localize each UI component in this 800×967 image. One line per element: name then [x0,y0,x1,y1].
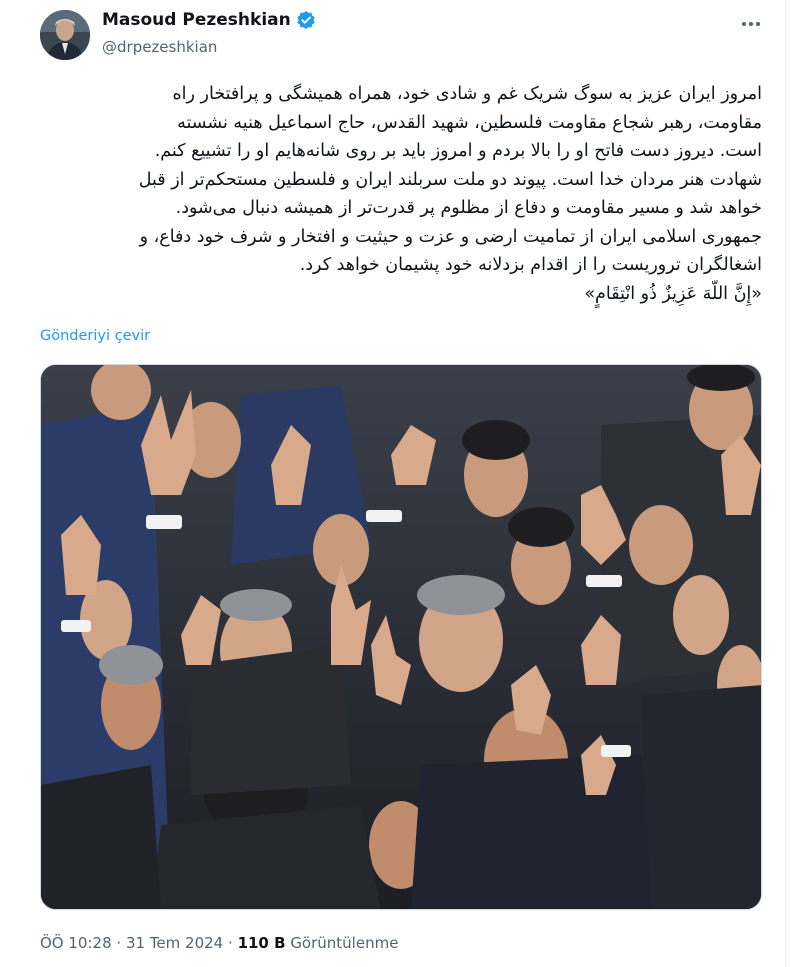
views-label: Görüntülenme [290,934,399,952]
meta-separator: · [116,934,122,952]
tweet-line: خواهد شد و مسیر مقاومت و دفاع از مظلوم پر قدرت‌تر از همیشه دنبال می‌شود. [175,198,762,218]
tweet-line: شهادت هنر مردان خدا است. پیوند دو ملت سربلند ایران و فلسطین مستحکم‌تر از قبل [138,169,762,190]
translate-post-link[interactable]: Gönderiyi çevir [40,328,151,344]
tweet-text [40,80,762,308]
views-count: 110 B [237,934,286,952]
tweet-line: مقاومت، رهبر شجاع مقاومت فلسطین، شهید القدس، حاج اسماعیل هنیه نشسته [177,112,762,133]
tweet-line: «إِنَّ اللَّهَ عَزِيزٌ ذُو انْتِقَامٍ» [584,283,762,304]
verified-badge-icon [296,10,316,30]
profile-photo-icon [40,10,90,60]
tweet-line: اشغالگران تروریست را از اقدام بزدلانه خود پشیمان خواهد کرد. [299,255,762,275]
author-handle[interactable]: @drpezeshkian [102,38,218,56]
author-avatar[interactable] [40,10,90,60]
author-name-text: Masoud Pezeshkian [102,10,291,30]
crowd-photo-icon [41,365,762,910]
tweet-time[interactable]: ÖÖ 10:28 [40,934,112,952]
tweet-line: جمهوری اسلامی ایران از تمامیت ارضی و عزت و حیثیت و افتخار و شرف خود دفاع، و [139,226,762,247]
tweet-photo[interactable] [40,364,762,910]
tweet-line: امروز ایران عزیز به سوگ شریک غم و شادی خود، همراه همیشگی و پرافتخار راه [172,84,762,104]
meta-separator: · [228,934,233,952]
tweet-date[interactable]: 31 Tem 2024 [125,934,224,952]
tweet-meta [40,934,398,952]
author-name[interactable] [102,10,316,30]
more-options-icon[interactable] [736,14,766,34]
tweet-line: است. دیروز دست فاتح او را بالا بردم و امروز باید بر روی شانه‌هایم او را تشییع کنم. [154,141,762,161]
